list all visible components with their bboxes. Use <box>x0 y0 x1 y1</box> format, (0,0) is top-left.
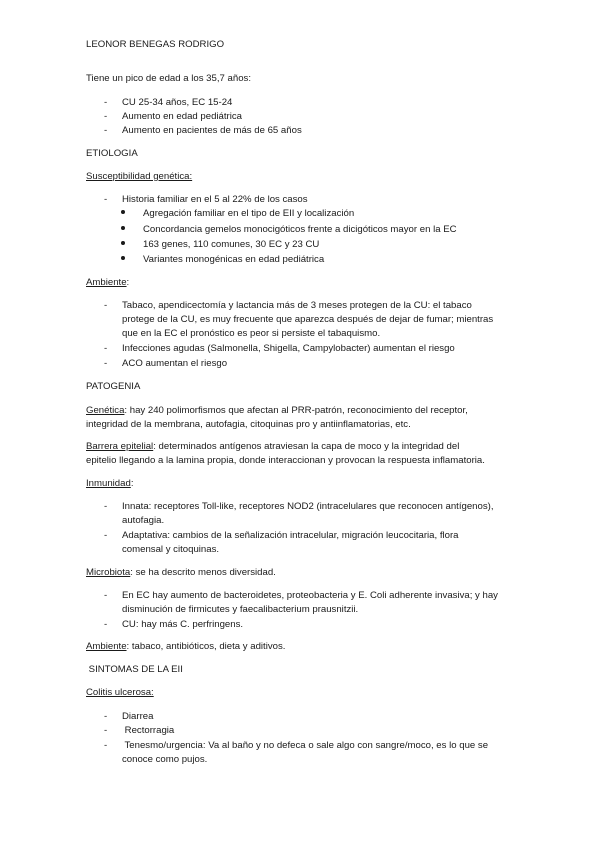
dash-marker: - <box>104 97 108 108</box>
dash-marker: - <box>104 590 108 601</box>
dash-marker: - <box>104 725 108 736</box>
list-item-line: Tenesmo/urgencia: Va al baño y no defeca o sale algo con sangre/moco, es lo que se <box>122 740 489 751</box>
list-item-line: conoce como pujos. <box>122 754 208 765</box>
list-item-line: CU: hay más C. perfringens. <box>122 619 244 630</box>
dash-marker: - <box>104 530 108 541</box>
ambiente-text: : tabaco, antibióticos, dieta y aditivos. <box>126 641 286 652</box>
list-item-line: protege de la CU, es muy frecuente que aparezca después de dejar de fumar; mientras <box>122 314 494 325</box>
dash-marker: - <box>104 501 108 512</box>
genetica-label: Genética <box>86 405 125 416</box>
list-item-line: Tabaco, apendicectomía y lactancia más de 3 meses protegen de la CU: el tabaco <box>122 300 472 311</box>
section-heading: PATOGENIA <box>86 381 141 392</box>
list-item-line: En EC hay aumento de bacteroidetes, proteobacteria y E. Coli adherente invasiva; y hay <box>122 590 498 601</box>
sub-list-item: Agregación familiar en el tipo de EII y localización <box>143 208 355 219</box>
inmunidad-label: Inmunidad <box>86 478 131 489</box>
list-item-line: comensal y citoquinas. <box>122 544 220 555</box>
bullet-marker <box>121 241 125 245</box>
dash-marker: - <box>104 300 108 311</box>
subsection-label: Susceptibilidad genética: <box>86 171 193 182</box>
list-item-line: autofagia. <box>122 515 165 526</box>
paragraph-line: epitelio llegando a la lamina propia, donde interaccionan y provocan la respuesta inflamatoria. <box>86 455 485 466</box>
paragraph-line <box>86 404 468 417</box>
dash-marker: - <box>104 125 108 136</box>
dash-marker: - <box>104 711 108 722</box>
subsection-label <box>86 276 129 289</box>
paragraph-line <box>86 566 276 579</box>
list-item-line: ACO aumentan el riesgo <box>122 358 228 369</box>
section-heading: SINTOMAS DE LA EII <box>86 664 183 675</box>
label-colon: : <box>130 478 134 489</box>
list-item: Aumento en edad pediátrica <box>122 111 243 122</box>
barrera-label: Barrera epitelial <box>86 441 154 452</box>
bullet-marker <box>121 256 125 260</box>
section-heading: ETIOLOGIA <box>86 148 138 159</box>
list-item-line: Infecciones agudas (Salmonella, Shigella, Campylobacter) aumentan el riesgo <box>122 343 455 354</box>
paragraph-line: integridad de la membrana, autofagia, citoquinas pro y antiinflamatorias, etc. <box>86 419 411 430</box>
list-item-line: Rectorragia <box>122 725 175 736</box>
list-item-line: que en la EC el pronóstico es peor si persiste el tabaquismo. <box>122 328 381 339</box>
dash-marker: - <box>104 111 108 122</box>
dash-marker: - <box>104 619 108 630</box>
label-colon: : <box>126 277 130 288</box>
microbiota-text: : se ha descrito menos diversidad. <box>130 567 276 578</box>
list-item: CU 25-34 años, EC 15-24 <box>122 97 233 108</box>
list-item-line: Diarrea <box>122 711 154 722</box>
bullet-marker <box>121 226 125 230</box>
intro-text: Tiene un pico de edad a los 35,7 años: <box>86 73 251 84</box>
genetica-text: : hay 240 polimorfismos que afectan al PRR-patrón, reconocimiento del receptor, <box>124 405 468 416</box>
sub-list-item: 163 genes, 110 comunes, 30 EC y 23 CU <box>143 239 320 250</box>
subsection-label: Colitis ulcerosa: <box>86 687 154 698</box>
dash-marker: - <box>104 194 108 205</box>
ambiente-label: Ambiente <box>86 641 127 652</box>
paragraph-line <box>86 640 285 653</box>
list-item: Historia familiar en el 5 al 22% de los casos <box>122 194 308 205</box>
barrera-text: : determinados antígenos atraviesan la capa de moco y la integridad del <box>153 441 460 452</box>
list-item-line: Adaptativa: cambios de la señalización intracelular, migración leucocitaria, flora <box>122 530 459 541</box>
list-item-line: disminución de firmicutes y faecalibacterium prausnitzii. <box>122 604 359 615</box>
list-item: Aumento en pacientes de más de 65 años <box>122 125 302 136</box>
paragraph-line <box>86 440 459 453</box>
bullet-marker <box>121 210 125 214</box>
author-name: LEONOR BENEGAS RODRIGO <box>86 39 225 50</box>
microbiota-label: Microbiota <box>86 567 131 578</box>
dash-marker: - <box>104 343 108 354</box>
ambiente-label: Ambiente <box>86 277 127 288</box>
sub-list-item: Concordancia gemelos monocigóticos frente a dicigóticos mayor en la EC <box>143 224 457 235</box>
dash-marker: - <box>104 740 108 751</box>
subsection-label <box>86 477 133 490</box>
dash-marker: - <box>104 358 108 369</box>
sub-list-item: Variantes monogénicas en edad pediátrica <box>143 254 325 265</box>
list-item-line: Innata: receptores Toll-like, receptores NOD2 (intracelulares que reconocen antígenos), <box>122 501 494 512</box>
